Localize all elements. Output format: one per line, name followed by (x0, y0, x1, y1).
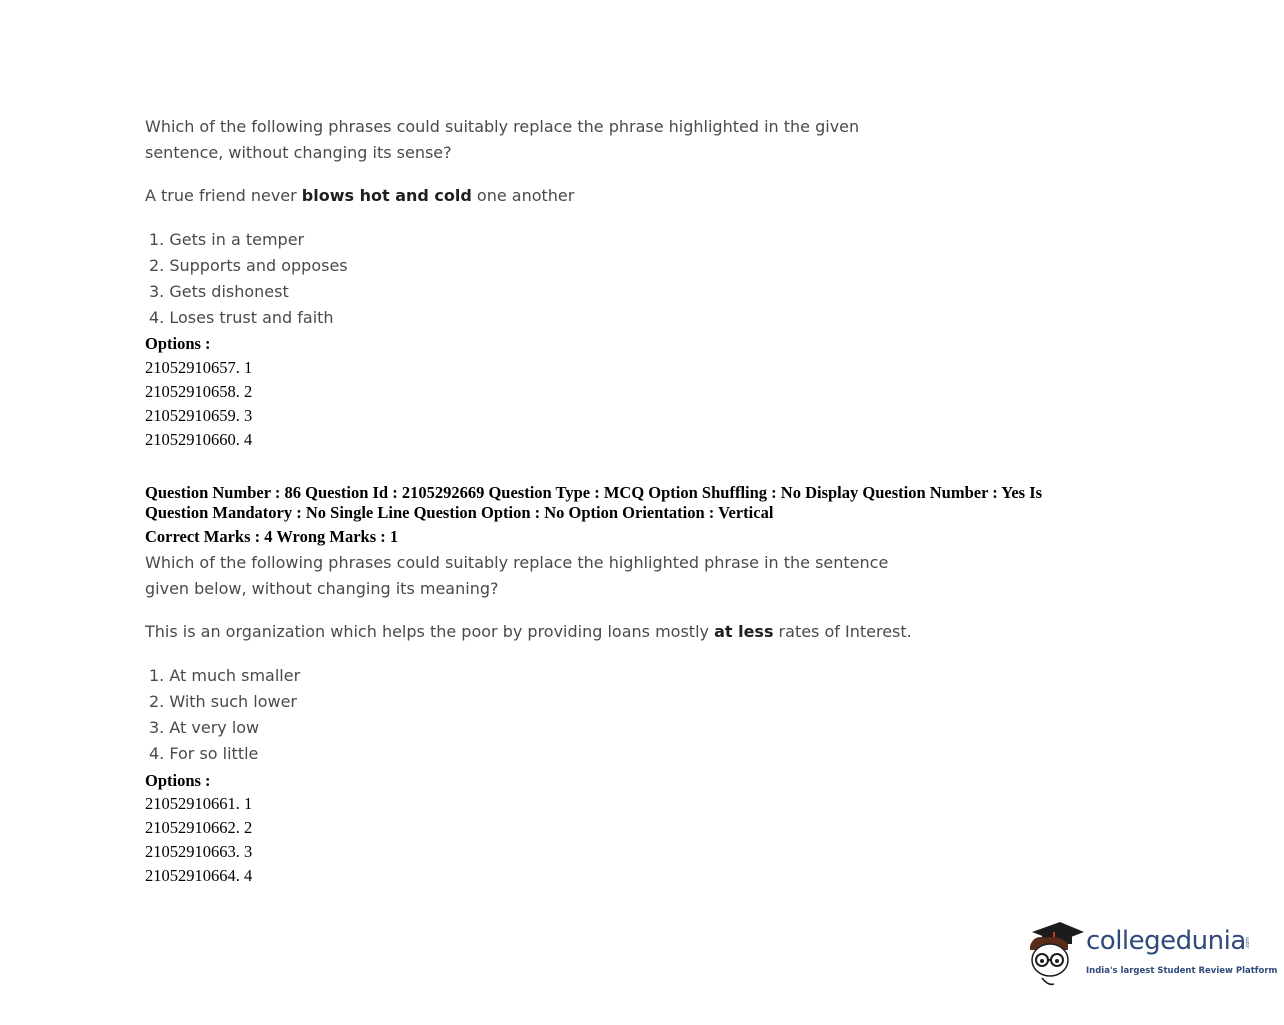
q2-meta: Question Number : 86 Question Id : 2105292669 Question Type : MCQ Option Shuffling : No Display Question Number : Yes Is Question Mandatory : No Single Line Question Option : No Option Orientation : Vertical (145, 483, 1043, 522)
q1-stem-line1: Which of the following phrases could suitably replace the phrase highlighted in the given (145, 117, 860, 136)
q2-sentence-post: rates of Interest. (773, 622, 912, 641)
student-mascot-icon (1024, 918, 1084, 990)
logo-tagline: India's largest Student Review Platform (1086, 966, 1278, 976)
q2-option-2: 21052910662. 2 (145, 818, 253, 837)
q2-choice-3: 3. At very low (149, 718, 260, 737)
q1-stem-line2: sentence, without changing its sense? (145, 143, 452, 162)
q1-sentence-pre: A true friend never (145, 186, 302, 205)
q1-option-3: 21052910659. 3 (145, 406, 253, 425)
q1-choice-2: 2. Supports and opposes (149, 256, 348, 275)
q1-options-label: Options : (145, 334, 211, 353)
q2-sentence (145, 619, 912, 645)
q2-highlighted-phrase: at less (714, 622, 774, 641)
q1-sentence-post: one another (471, 186, 575, 205)
q2-choice-2: 2. With such lower (149, 692, 298, 711)
q2-options-label: Options : (145, 771, 211, 790)
q2-option-4: 21052910664. 4 (145, 866, 253, 885)
q1-sentence (145, 183, 574, 209)
q1-option-4: 21052910660. 4 (145, 430, 253, 449)
logo-suffix: .com (1245, 936, 1252, 950)
q1-choice-1: 1. Gets in a temper (149, 230, 305, 249)
q1-option-1: 21052910657. 1 (145, 358, 253, 377)
q1-choice-3: 3. Gets dishonest (149, 282, 289, 301)
q2-sentence-pre: This is an organization which helps the poor by providing loans mostly (145, 622, 715, 641)
q2-stem-line2: given below, without changing its meaning? (145, 579, 499, 598)
q1-choice-4: 4. Loses trust and faith (149, 308, 334, 327)
collegedunia-logo (1024, 918, 1278, 990)
logo-name: collegedunia (1086, 926, 1246, 956)
q2-choice-1: 1. At much smaller (149, 666, 301, 685)
q1-option-2: 21052910658. 2 (145, 382, 253, 401)
q2-option-3: 21052910663. 3 (145, 842, 253, 861)
q1-highlighted-phrase: blows hot and cold (301, 186, 472, 205)
q2-choice-4: 4. For so little (149, 744, 259, 763)
q2-marks: Correct Marks : 4 Wrong Marks : 1 (145, 527, 399, 546)
q2-option-1: 21052910661. 1 (145, 794, 253, 813)
q2-stem-line1: Which of the following phrases could suitably replace the highlighted phrase in the sentence (145, 553, 889, 572)
